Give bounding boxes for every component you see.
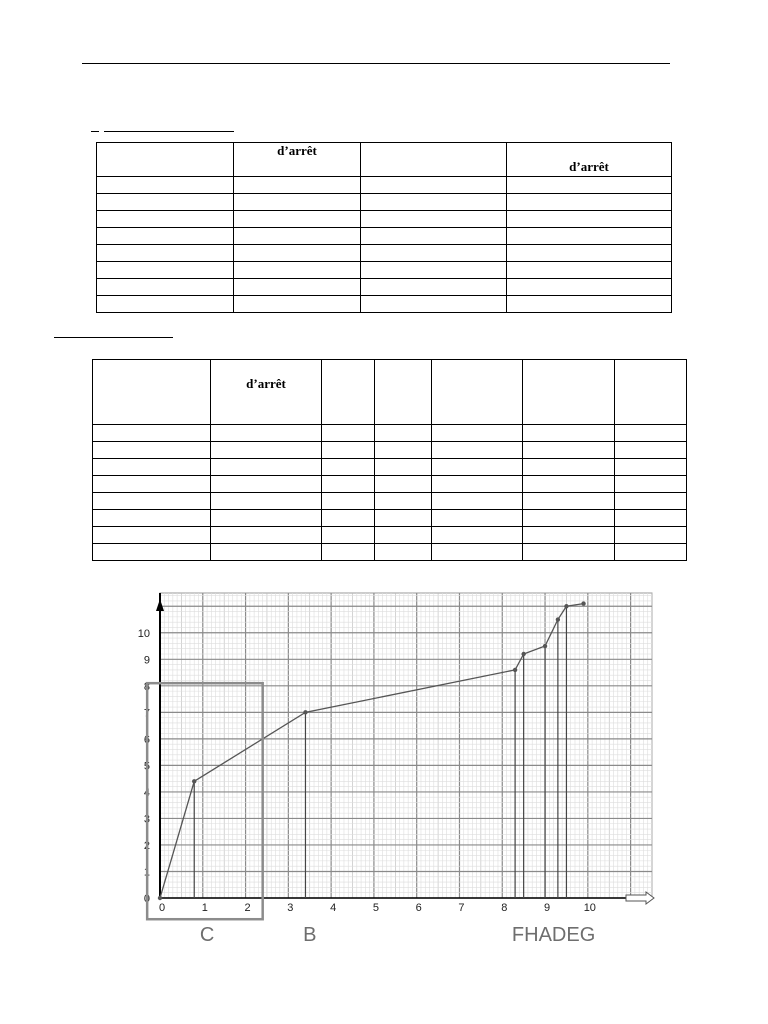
- x-tick-label: 2: [244, 902, 251, 914]
- table-cell: [234, 279, 361, 296]
- table-cell: [322, 510, 375, 527]
- table-header-cell: [322, 360, 375, 425]
- cumulative-line-chart: [130, 585, 670, 960]
- data-point: [564, 604, 568, 608]
- table-cell: [523, 425, 615, 442]
- table-cell: [523, 476, 615, 493]
- table-cell: [432, 510, 523, 527]
- table-cell: [361, 211, 507, 228]
- table-cell: [375, 510, 432, 527]
- table-row: [93, 425, 687, 442]
- table-row: [93, 544, 687, 561]
- table-cell: [507, 228, 672, 245]
- table-cell: [507, 279, 672, 296]
- table-cell: [523, 459, 615, 476]
- table-cell: [507, 194, 672, 211]
- table-cell: [615, 544, 687, 561]
- table-cell: [615, 459, 687, 476]
- table-cell: [93, 544, 211, 561]
- table-cell: [361, 228, 507, 245]
- bottom-label: B: [303, 924, 317, 946]
- table-cell: [97, 279, 234, 296]
- x-tick-label: 4: [330, 902, 337, 914]
- y-tick-label: 3: [143, 813, 150, 826]
- table-row: [97, 177, 672, 194]
- table-cell: [97, 211, 234, 228]
- table-header-cell: [361, 143, 507, 177]
- table-cell: [615, 493, 687, 510]
- table-row: [93, 510, 687, 527]
- table-header-cell: [523, 360, 615, 425]
- y-tick-label: 8: [143, 680, 150, 693]
- section-heading-underline-2: [54, 337, 173, 338]
- table-row: [93, 459, 687, 476]
- y-tick-label: 6: [143, 733, 150, 746]
- table-row: [97, 228, 672, 245]
- table-cell: [507, 211, 672, 228]
- table-cell: [93, 527, 211, 544]
- table-cell: [211, 442, 322, 459]
- x-tick-label: 5: [372, 902, 379, 914]
- x-tick-label: 9: [543, 902, 551, 914]
- x-tick-label: 8: [501, 902, 508, 914]
- x-tick-label: 1: [201, 902, 208, 914]
- table-cell: [234, 296, 361, 313]
- y-tick-label: 0: [143, 893, 150, 905]
- x-tick-label: 6: [415, 902, 422, 914]
- table-header-row: [97, 143, 672, 177]
- table-cell: [615, 425, 687, 442]
- table-cell: [97, 194, 234, 211]
- table-header-cell: [375, 360, 432, 425]
- table-cell: [234, 262, 361, 279]
- data-point: [513, 668, 517, 672]
- table-cell: [432, 527, 523, 544]
- data-point: [158, 896, 162, 900]
- table-cell: [432, 544, 523, 561]
- table-cell: [322, 476, 375, 493]
- y-tick-label: 9: [143, 654, 150, 667]
- table-cell: [375, 544, 432, 561]
- bottom-label: C: [199, 924, 215, 946]
- table-row: [93, 527, 687, 544]
- table-row: [97, 262, 672, 279]
- table-cell: [507, 262, 672, 279]
- table-cell: [322, 442, 375, 459]
- table-row: [93, 476, 687, 493]
- table-cell: [234, 228, 361, 245]
- x-tick-label: 7: [458, 902, 465, 914]
- section-heading-bullet-1: [91, 131, 99, 132]
- table-cell: [234, 194, 361, 211]
- table-cell: [375, 425, 432, 442]
- table-header-cell-arret: d’arrêt: [234, 143, 361, 177]
- table-cell: [97, 262, 234, 279]
- table-cell: [322, 425, 375, 442]
- table-cell: [234, 245, 361, 262]
- table-cell: [361, 177, 507, 194]
- stops-table-2: [92, 359, 687, 561]
- table-cell: [615, 442, 687, 459]
- table-cell: [523, 493, 615, 510]
- plot-area: [160, 593, 652, 898]
- table-cell: [97, 245, 234, 262]
- table-cell: [211, 527, 322, 544]
- table-row: [97, 194, 672, 211]
- table-cell: [211, 476, 322, 493]
- table-cell: [375, 493, 432, 510]
- table-cell: [211, 459, 322, 476]
- table-cell: [375, 442, 432, 459]
- table-cell: [615, 510, 687, 527]
- y-tick-label: 10: [137, 627, 150, 640]
- table-cell: [211, 493, 322, 510]
- table-row: [93, 442, 687, 459]
- y-tick-label: 4: [143, 786, 150, 799]
- table-cell: [93, 510, 211, 527]
- table-cell: [361, 279, 507, 296]
- table-cell: [97, 228, 234, 245]
- table-cell: [97, 177, 234, 194]
- table-cell: [361, 296, 507, 313]
- table-cell: [211, 544, 322, 561]
- bottom-label: FHADEG: [511, 924, 596, 946]
- data-point: [581, 601, 585, 605]
- table-cell: [93, 493, 211, 510]
- table-header-cell: [97, 143, 234, 177]
- table-cell: [361, 245, 507, 262]
- table-cell: [234, 177, 361, 194]
- table-header-cell: [432, 360, 523, 425]
- x-tick-label: 0: [158, 902, 166, 914]
- table-cell: [432, 442, 523, 459]
- table-header-cell-arret: d’arrêt: [507, 143, 672, 177]
- table-header-cell: [615, 360, 687, 425]
- table-cell: [322, 459, 375, 476]
- table-cell: [322, 544, 375, 561]
- section-heading-underline-1: [104, 131, 234, 132]
- table-cell: [432, 476, 523, 493]
- table-cell: [211, 510, 322, 527]
- data-point: [543, 644, 547, 648]
- y-tick-label: 2: [143, 839, 150, 852]
- table-row: [97, 296, 672, 313]
- table-cell: [523, 442, 615, 459]
- table-cell: [375, 527, 432, 544]
- table-row: [97, 279, 672, 296]
- table-cell: [615, 527, 687, 544]
- table-cell: [322, 493, 375, 510]
- table-cell: [523, 544, 615, 561]
- table-cell: [523, 510, 615, 527]
- table-row: [97, 211, 672, 228]
- table-cell: [93, 459, 211, 476]
- data-point: [521, 652, 525, 656]
- table-row: [93, 493, 687, 510]
- table-cell: [432, 425, 523, 442]
- table-cell: [507, 177, 672, 194]
- y-tick-label: 5: [143, 760, 150, 773]
- y-tick-label: 1: [143, 866, 150, 879]
- table-cell: [361, 194, 507, 211]
- table-header-cell-arret: d’arrêt: [211, 360, 322, 425]
- table-cell: [507, 245, 672, 262]
- data-point: [192, 779, 196, 783]
- table-cell: [432, 493, 523, 510]
- table-row: [97, 245, 672, 262]
- stops-table-1: [96, 142, 672, 313]
- top-rule: [82, 63, 670, 64]
- table-cell: [432, 459, 523, 476]
- table-cell: [523, 527, 615, 544]
- table-cell: [615, 476, 687, 493]
- table-cell: [375, 476, 432, 493]
- data-point: [303, 710, 307, 714]
- table-cell: [211, 425, 322, 442]
- table-cell: [93, 442, 211, 459]
- y-tick-label: 7: [143, 707, 150, 720]
- table-cell: [97, 296, 234, 313]
- table-header-cell: [93, 360, 211, 425]
- x-tick-label: 3: [287, 902, 294, 914]
- table-cell: [93, 425, 211, 442]
- table-header-row: [93, 360, 687, 425]
- table-cell: [507, 296, 672, 313]
- table-cell: [322, 527, 375, 544]
- table-cell: [375, 459, 432, 476]
- data-point: [556, 617, 560, 621]
- table-cell: [93, 476, 211, 493]
- x-tick-label: 10: [583, 902, 596, 914]
- table-cell: [234, 211, 361, 228]
- table-cell: [361, 262, 507, 279]
